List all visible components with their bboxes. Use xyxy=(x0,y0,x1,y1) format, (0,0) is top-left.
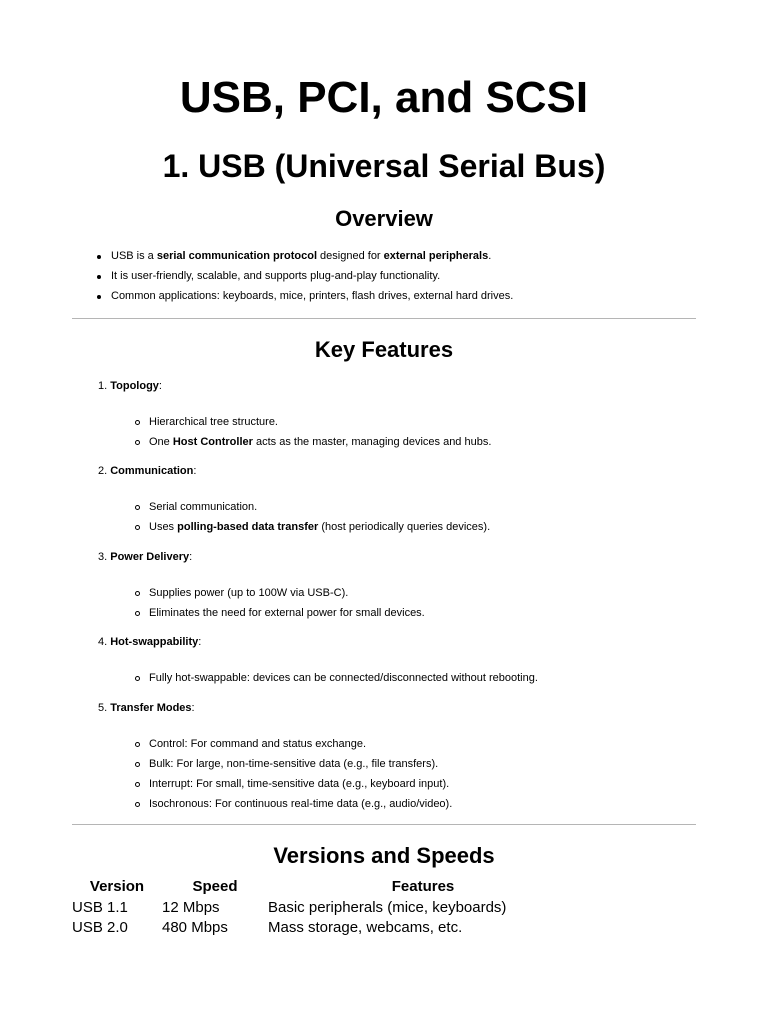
feature-sublist xyxy=(134,583,425,623)
cell-speed: 12 Mbps xyxy=(162,898,220,916)
feature-heading: 1. Topology: xyxy=(98,380,162,392)
versions-heading: Versions and Speeds xyxy=(273,843,495,868)
divider xyxy=(72,318,696,319)
table-row xyxy=(72,918,578,939)
feature-sublist xyxy=(134,668,538,688)
column-header-version: Version xyxy=(89,878,145,896)
list-item: Supplies power (up to 100W via USB-C). xyxy=(134,583,425,603)
list-item: Interrupt: For small, time-sensitive data (e.g., keyboard input). xyxy=(134,774,452,794)
list-item: Fully hot-swappable: devices can be connected/disconnected without rebooting. xyxy=(134,668,538,688)
feature-hot-swappability xyxy=(98,634,538,688)
column-header-speed: Speed xyxy=(192,878,238,896)
feature-topology xyxy=(98,378,491,452)
feature-heading: 4. Hot-swappability: xyxy=(98,636,202,648)
feature-transfer-modes xyxy=(98,700,452,814)
feature-heading: 3. Power Delivery: xyxy=(98,551,193,563)
list-item: Isochronous: For continuous real-time data (e.g., audio/video). xyxy=(134,794,452,814)
list-item: Serial communication. xyxy=(134,497,490,517)
cell-speed: 480 Mbps xyxy=(162,919,228,937)
table-header-row xyxy=(72,877,578,898)
feature-heading: 5. Transfer Modes: xyxy=(98,702,195,714)
list-item: Eliminates the need for external power for small devices. xyxy=(134,603,425,623)
feature-power-delivery xyxy=(98,549,425,623)
key-features-heading: Key Features xyxy=(314,337,454,362)
document-title: USB, PCI, and SCSI xyxy=(179,73,589,122)
cell-version: USB 2.0 xyxy=(72,919,128,937)
list-item: It is user-friendly, scalable, and supports plug-and-play functionality. xyxy=(96,266,513,286)
section-title: 1. USB (Universal Serial Bus) xyxy=(162,148,606,184)
list-item: One Host Controller acts as the master, managing devices and hubs. xyxy=(134,432,491,452)
feature-communication xyxy=(98,463,490,537)
feature-sublist xyxy=(134,497,490,537)
column-header-features: Features xyxy=(391,878,455,896)
cell-version: USB 1.1 xyxy=(72,898,128,916)
list-item: Hierarchical tree structure. xyxy=(134,412,491,432)
feature-sublist xyxy=(134,412,491,452)
overview-heading: Overview xyxy=(335,206,433,231)
feature-heading: 2. Communication: xyxy=(98,465,197,477)
table-row xyxy=(72,898,578,919)
list-item: Control: For command and status exchange. xyxy=(134,734,452,754)
list-item: USB is a serial communication protocol designed for external peripherals. xyxy=(96,246,513,266)
list-item: Uses polling-based data transfer (host periodically queries devices). xyxy=(134,517,490,537)
list-item: Common applications: keyboards, mice, printers, flash drives, external hard drives. xyxy=(96,286,513,306)
overview-list xyxy=(96,246,513,306)
versions-table xyxy=(72,877,578,939)
cell-features: Mass storage, webcams, etc. xyxy=(268,919,463,937)
feature-sublist xyxy=(134,734,452,814)
list-item: Bulk: For large, non-time-sensitive data (e.g., file transfers). xyxy=(134,754,452,774)
divider xyxy=(72,824,696,825)
cell-features: Basic peripherals (mice, keyboards) xyxy=(268,898,507,916)
